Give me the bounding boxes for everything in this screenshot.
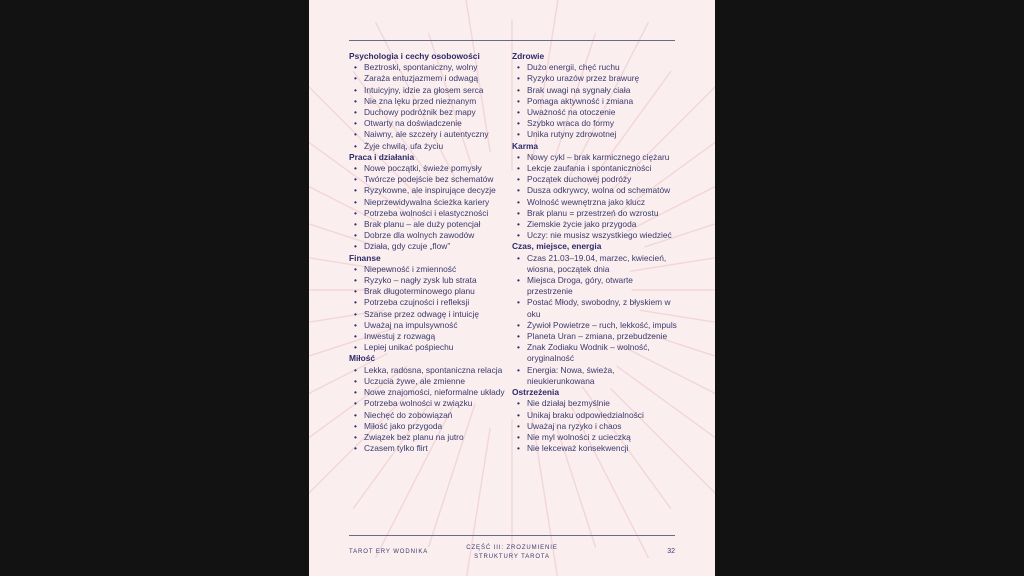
section-title: Ostrzeżenia [512, 387, 560, 398]
list-item: • Unikaj braku odpowiedzialności [512, 410, 680, 421]
list-item: • Dobrze dla wolnych zawodów [349, 230, 519, 241]
bottom-divider [349, 535, 675, 536]
list-item: • Brak planu – ale duży potencjał [349, 219, 519, 230]
section-title: Czas, miejsce, energia [512, 241, 602, 252]
list-item: • Beztroski, spontaniczny, wolny [349, 62, 519, 73]
section-title: Finanse [349, 252, 381, 263]
list-item: • Ziemskie życie jako przygoda [512, 219, 680, 230]
list-item: • Inwestuj z rozwagą [349, 331, 519, 342]
section-title: Miłość [349, 353, 376, 364]
list-item: • Żyje chwilą, ufa życiu [349, 141, 519, 152]
list-item: • Unika rutyny zdrowotnej [512, 129, 680, 140]
left-column [349, 51, 519, 454]
section-list [512, 398, 680, 454]
list-item: • Lepiej unikać pośpiechu [349, 342, 519, 353]
list-item: • Dusza odkrywcy, wolna od schematów [512, 185, 680, 196]
list-item: • Uważność na otoczenie [512, 107, 680, 118]
page-number: 32 [667, 548, 675, 555]
list-item: • Nowe znajomości, nieformalne układy [349, 387, 519, 398]
list-item: • Nie myl wolności z ucieczką [512, 432, 680, 443]
list-item: • Nie działaj bezmyślnie [512, 398, 680, 409]
list-item: • Szybko wraca do formy [512, 118, 680, 129]
list-item: • Niepewność i zmienność [349, 264, 519, 275]
list-item: • Brak długoterminowego planu [349, 286, 519, 297]
section-title: Karma [512, 140, 539, 151]
list-item: • Czasem tylko flirt [349, 443, 519, 454]
document-page [309, 0, 715, 576]
list-item: • Naiwny, ale szczery i autentyczny [349, 129, 519, 140]
list-item: • Twórcze podejście bez schematów [349, 174, 519, 185]
section-list [512, 152, 680, 242]
list-item: • Szanse przez odwagę i intuicję [349, 309, 519, 320]
footer-chapter-line2: STRUKTURY TAROTA [474, 553, 550, 560]
list-item: • Brak uwagi na sygnały ciała [512, 85, 680, 96]
section-list [349, 62, 519, 152]
section-list [512, 253, 680, 387]
list-item: • Uważaj na impulsywność [349, 320, 519, 331]
list-item: • Ryzyko urazów przez brawurę [512, 73, 680, 84]
list-item: • Uczucia żywe, ale zmienne [349, 376, 519, 387]
footer-chapter [452, 544, 572, 561]
list-item: • Potrzeba czujności i refleksji [349, 297, 519, 308]
list-item: • Nowy cykl – brak karmicznego ciężaru [512, 152, 680, 163]
section-title: Psychologia i cechy osobowości [349, 51, 480, 61]
section-list [349, 163, 519, 253]
list-item: • Potrzeba wolności i elastyczności [349, 208, 519, 219]
list-item: • Znak Zodiaku Wodnik – wolność, oryginalność [512, 342, 680, 364]
list-item: • Żywioł Powietrze – ruch, lekkość, impuls [512, 320, 680, 331]
list-item: • Uczy: nie musisz wszystkiego wiedzieć [512, 230, 680, 241]
list-item: • Związek bez planu na jutro [349, 432, 519, 443]
list-item: • Brak planu = przestrzeń do wzrostu [512, 208, 680, 219]
list-item: • Lekcje zaufania i spontaniczności [512, 163, 680, 174]
list-item: • Wolność wewnętrzna jako klucz [512, 197, 680, 208]
list-item: • Nieprzewidywalna ścieżka kariery [349, 197, 519, 208]
list-item: • Duchowy podróżnik bez mapy [349, 107, 519, 118]
right-column [512, 51, 680, 454]
list-item: • Nie lekceważ konsekwencji [512, 443, 680, 454]
list-item: • Czas 21.03–19.04, marzec, kwiecień, wiosna, początek dnia [512, 253, 680, 275]
list-item: • Intuicyjny, idzie za głosem serca [349, 85, 519, 96]
top-divider [349, 40, 675, 41]
list-item: • Miejsca Droga, góry, otwarte przestrzenie [512, 275, 680, 297]
list-item: • Działa, gdy czuje „flow” [349, 241, 519, 252]
list-item: • Niechęć do zobowiązań [349, 410, 519, 421]
list-item: • Pomaga aktywność i zmiana [512, 96, 680, 107]
footer-book-title: TAROT ERY WODNIKA [349, 549, 429, 555]
list-item: • Uważaj na ryzyko i chaos [512, 421, 680, 432]
list-item: • Początek duchowej podróży [512, 174, 680, 185]
list-item: • Postać Młody, swobodny, z błyskiem w oku [512, 297, 680, 319]
list-item: • Potrzeba wolności w związku [349, 398, 519, 409]
section-list [349, 264, 519, 354]
list-item: • Nowe początki, świeże pomysły [349, 163, 519, 174]
section-title: Zdrowie [512, 51, 545, 61]
list-item: • Zaraża entuzjazmem i odwagą [349, 73, 519, 84]
list-item: • Ryzykowne, ale inspirujące decyzje [349, 185, 519, 196]
list-item: • Nie zna lęku przed nieznanym [349, 96, 519, 107]
section-list [512, 62, 680, 140]
list-item: • Miłość jako przygoda [349, 421, 519, 432]
footer-chapter-line1: CZĘŚĆ III: ZROZUMIENIE [466, 545, 558, 551]
section-list [349, 365, 519, 455]
section-title: Praca i działania [349, 151, 415, 162]
list-item: • Energia: Nowa, świeża, nieukierunkowana [512, 365, 680, 387]
list-item: • Lekka, radosna, spontaniczna relacja [349, 365, 519, 376]
list-item: • Dużo energii, chęć ruchu [512, 62, 680, 73]
list-item: • Planeta Uran – zmiana, przebudzenie [512, 331, 680, 342]
list-item: • Ryzyko – nagły zysk lub strata [349, 275, 519, 286]
list-item: • Otwarty na doświadczenie [349, 118, 519, 129]
